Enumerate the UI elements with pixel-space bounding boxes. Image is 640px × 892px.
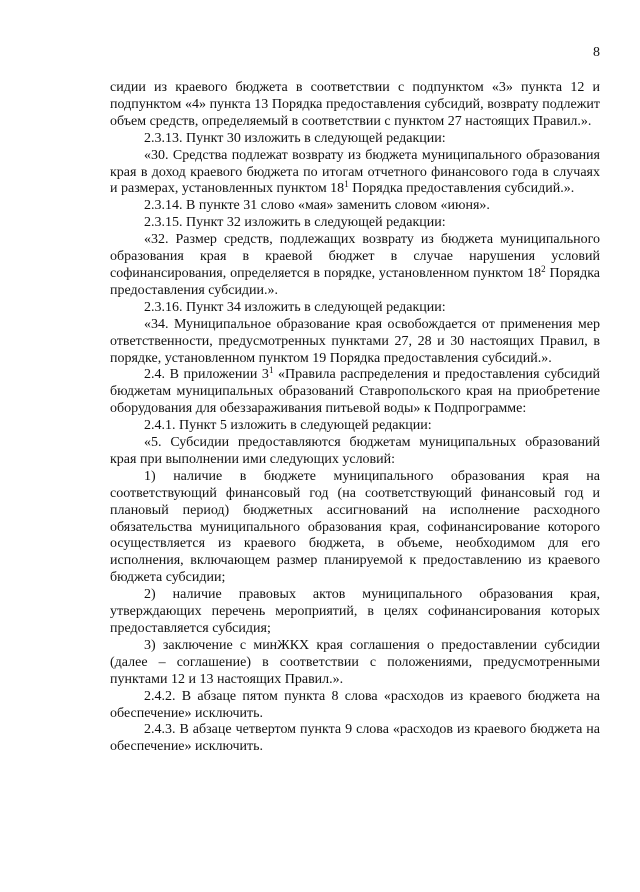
paragraph-text: 2.4.3. В абзаце четвертом пункта 9 слова «расходов из краевого бюджета на обеспечение» исключить. [110,722,600,755]
paragraph-text: 2.4.2. В абзаце пятом пункта 8 слова «расходов из краевого бюджета на обеспечение» исключить. [110,688,600,721]
paragraph [110,80,600,131]
paragraph-text: Порядка предоставления субсидии.». [110,265,600,298]
paragraph [110,317,600,368]
paragraph [110,435,600,469]
paragraph [110,232,600,300]
paragraph [110,418,600,435]
paragraph-text: сидии из краевого бюджета в соответствии с подпунктом «3» пункта 12 и подпунктом «4» пункта 13 Порядка предоставления субсидий, возврату подлежит объем средств, определяемый в соответствии с пунктом 27 настоящих Правил.». [110,80,600,129]
page-number: 8 [593,45,600,60]
paragraph-text: 2.4. В приложении 3 [144,367,269,383]
paragraph-text: 2.4.1. Пункт 5 изложить в следующей редакции: [144,418,432,434]
document-body [110,80,600,756]
paragraph [110,638,600,689]
paragraph [110,689,600,723]
paragraph [110,300,600,317]
paragraph [110,198,600,215]
paragraph-text: «32. Размер средств, подлежащих возврату из бюджета муниципального образования края в краевой бюджет в случае нарушения условий софинансирования, определяется в порядке, установленном пунктом 18 [110,232,600,281]
paragraph [110,587,600,638]
paragraph-text: Порядка предоставления субсидий.». [348,181,575,197]
paragraph-text: «5. Субсидии предоставляются бюджетам муниципальных образований края при выполнении ими следующих условий: [110,435,600,467]
paragraph [110,367,600,418]
paragraph [110,722,600,756]
paragraph [110,215,600,232]
paragraph-text: 2.3.16. Пункт 34 изложить в следующей редакции: [144,299,446,315]
superscript: 1 [268,365,274,376]
superscript: 2 [541,263,546,274]
paragraph-text: «34. Муниципальное образование края освобождается от применения мер ответственности, предусмотренных пунктами 27, 28 и 30 настоящих Правил, в порядке, установленном пунктом 19 Порядка предоставления субсидий.». [110,316,600,366]
paragraph-text: 2.3.13. Пункт 30 изложить в следующей редакции: [144,130,446,146]
paragraph-text: «Правила распределения и предоставления субсидий бюджетам муниципальных образований Ставропольского края на приобретение оборудования для обеззараживания питьевой воды» к Подпрограмме: [110,367,600,417]
paragraph-text: 3) заключение с минЖКХ края соглашения о предоставлении субсидии (далее – соглашение) в соответствии с положениями, предусмотренными пунктами 12 и 13 настоящих Правил.». [110,637,600,687]
paragraph-text: 2.3.15. Пункт 32 изложить в следующей редакции: [144,215,446,231]
superscript: 1 [344,179,349,190]
paragraph-text: 2) наличие правовых актов муниципального образования края, утверждающих перечень мероприятий, в целях софинансирования которых предоставляется субсидия; [110,587,600,636]
paragraph [110,131,600,148]
paragraph-text: «30. Средства подлежат возврату из бюджета муниципального образования края в доход краевого бюджета по итогам отчетного финансового года в случаях и размерах, установленных пунктом 18 [110,147,600,197]
paragraph-text: 1) наличие в бюджете муниципального образования края на соответствующий финансовый год (на соответствующий финансовый год и плановый период) бюджетных ассигнований на исполнение расходного обязательства муниципального образования края, софинансирование которого осуществляется из краевого бюджета, в объеме, необходимом для его исполнения, включающем размер планируемой к предоставлению из краевого бюджета субсидии; [110,468,600,586]
paragraph [110,148,600,199]
paragraph-text: 2.3.14. В пункте 31 слово «мая» заменить словом «июня». [144,198,490,214]
paragraph [110,469,600,587]
